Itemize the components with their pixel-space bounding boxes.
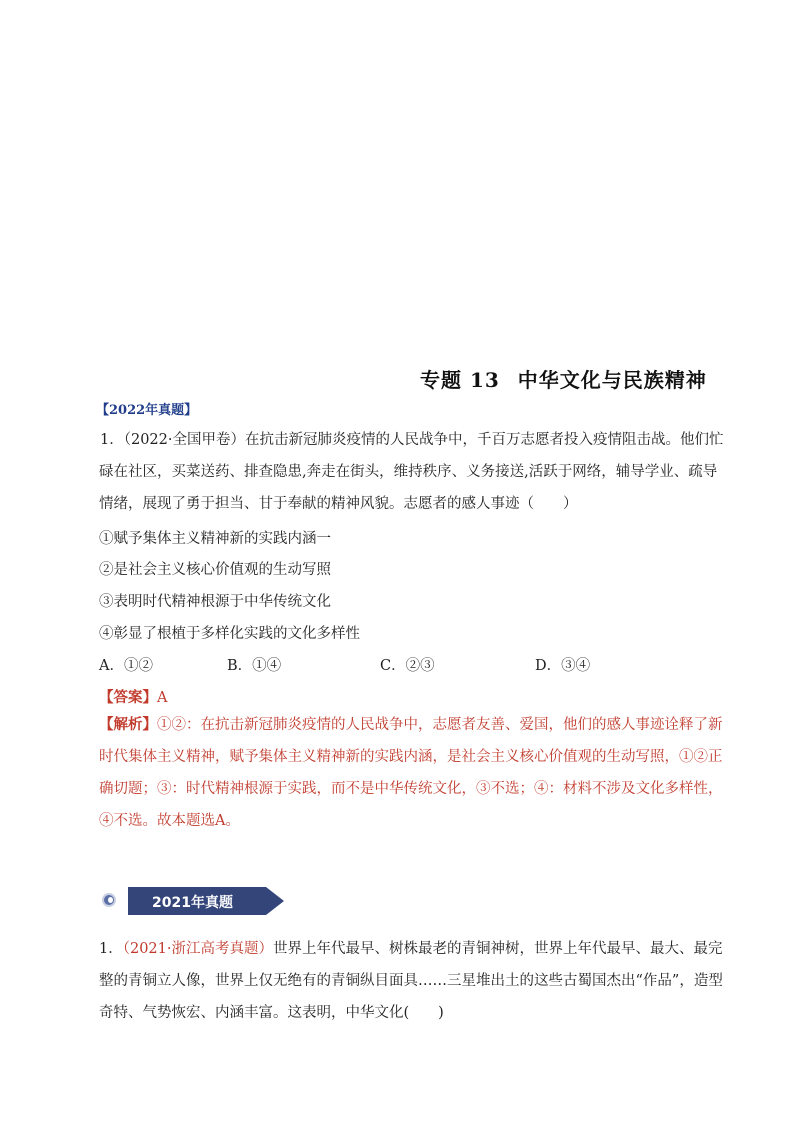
analysis-block xyxy=(99,709,725,837)
section-heading-2021: 2021年真题 xyxy=(152,895,233,911)
question-1-stem xyxy=(99,424,725,520)
statement-1: ①赋予集体主义精神新的实践内涵一 xyxy=(99,531,331,547)
analysis-text: ①②：在抗击新冠肺炎疫情的人民战争中，志愿者友善、爱国，他们的感人事迹诠释了新时代集体主义精神，赋予集体主义精神新的实践内涵，是社会主义核心价值观的生动写照，①②正确切题；③：时代精神根源于实践，而不是中华传统文化，③不选；④：材料不涉及文化多样性，④不选。故本题选A。 xyxy=(99,717,723,829)
statement-2: ②是社会主义核心价值观的生动写照 xyxy=(99,562,331,578)
title-prefix: 专题 13 xyxy=(420,368,500,392)
choice-c[interactable]: C．②③ xyxy=(380,658,435,674)
choice-d[interactable]: D．③④ xyxy=(535,658,591,674)
answer-label: 【答案】 xyxy=(99,689,157,706)
question-number: 1． xyxy=(99,941,123,957)
question-text: 世界上年代最早、树株最老的青铜神树，世界上年代最早、最大、最完整的青铜立人像，世界上仅无绝有的青铜纵目面具……三星堆出土的这些古蜀国杰出“作品”，造型奇特、气势恢宏、内涵丰富。这表明，中华文化( ) xyxy=(99,941,723,1021)
page-title xyxy=(420,364,707,393)
title-main: 中华文化与民族精神 xyxy=(517,368,707,392)
answer-line xyxy=(99,686,167,707)
answer-value: A xyxy=(157,690,168,706)
question-2-stem xyxy=(99,933,725,1029)
question-text: 在抗击新冠肺炎疫情的人民战争中，千百万志愿者投入疫情阻击战。他们忙碌在社区，买菜送药、排查隐患,奔走在街头，维持秩序、义务接送,活跃于网络，辅导学业、疏导情绪，展现了勇于担当、甘于奉献的精神风貌。志愿者的感人事迹（ ） xyxy=(99,432,724,512)
choice-a[interactable]: A．①② xyxy=(99,658,153,674)
question-source: （2021·浙江高考真题） xyxy=(122,941,273,957)
bullet-circle-icon xyxy=(104,895,114,905)
section-banner-2021 xyxy=(128,887,284,915)
section-heading-2022: 【2022年真题】 xyxy=(96,403,198,418)
statement-3: ③表明时代精神根源于中华传统文化 xyxy=(99,594,331,610)
choice-b[interactable]: B．①④ xyxy=(227,658,282,674)
question-source: （2022·全国甲卷） xyxy=(123,432,245,448)
statement-4: ④彰显了根植于多样化实践的文化多样性 xyxy=(99,626,360,642)
question-number: 1． xyxy=(100,432,124,448)
analysis-label: 【解析】 xyxy=(99,716,157,733)
